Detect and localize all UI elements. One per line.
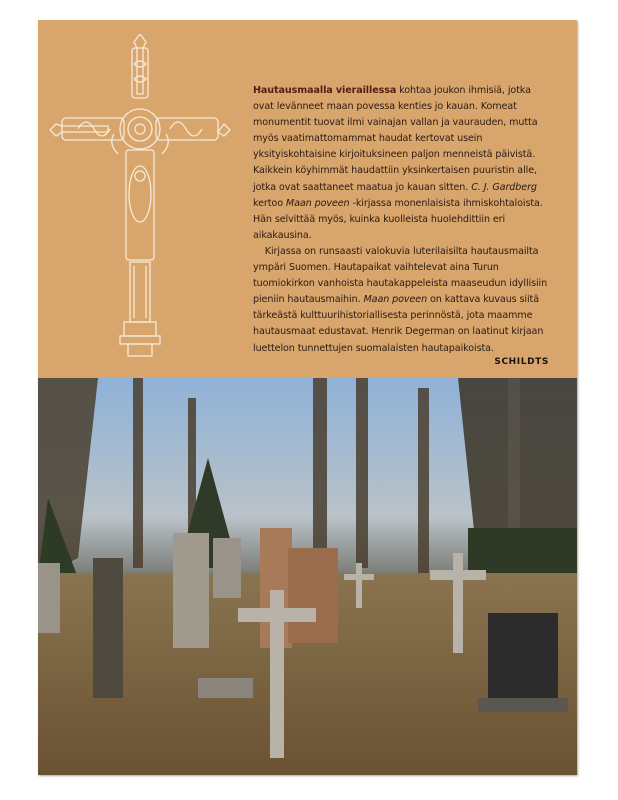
blurb-line: [253, 260, 573, 276]
blurb-line: [253, 99, 573, 115]
blurb-italic-text: C. J. Gardberg: [471, 181, 537, 193]
blurb-line: [253, 83, 573, 99]
blurb-text: kertoo: [253, 197, 286, 209]
blurb-text: Kirjassa on runsaasti valokuvia luterilaisilta hautausmailta: [253, 245, 539, 257]
blurb-italic-text: Maan poveen: [363, 294, 428, 306]
blurb-text: Hän selvittää myös, kuinka kuolleista huolehdittiin eri: [253, 213, 506, 225]
blurb-text: myös vaatimattomammat haudat kertovat usein: [253, 133, 483, 145]
blurb-text: kohtaa joukon ihmisiä, jotka: [396, 85, 531, 96]
blurb-text: monumentit tuovat ilmi vainajan vallan ja vaurauden, mutta: [253, 117, 538, 129]
blurb-text: ympäri Suomen. Hautapaikat vaihtelevat aina Turun: [253, 262, 499, 274]
blurb-line: [253, 163, 573, 179]
blurb-text: ovat levänneet maan povessa kenties jo kauan. Komeat: [253, 101, 517, 113]
blurb-text: tuomiokirkon vanhoista hautakappeleista maaseudun idyllisiin: [253, 278, 548, 290]
blurb-line: [253, 212, 573, 228]
blurb-italic-text: Maan poveen: [285, 197, 350, 209]
blurb-line: [253, 244, 573, 260]
blurb-line: [253, 196, 573, 212]
blurb-text: aikakausina.: [253, 229, 312, 241]
blurb-line: [253, 292, 573, 308]
blurb-line: [253, 147, 573, 163]
back-cover-blurb: [253, 83, 573, 357]
cover-text-panel: [38, 20, 577, 378]
cemetery-photo: [38, 378, 577, 775]
blurb-line: [253, 341, 573, 357]
blurb-text: yksityiskohtaisine kirjoituksineen paljon menneistä päivistä.: [253, 149, 536, 161]
blurb-line: [253, 131, 573, 147]
blurb-line: [253, 276, 573, 292]
blurb-text: -kirjassa monenlaisista ihmiskohtaloista.: [349, 197, 543, 209]
blurb-text: Kaikkein köyhimmät haudattiin yksinkertaisen puuristin alle,: [253, 165, 537, 177]
blurb-line: [253, 324, 573, 340]
book-back-cover: [38, 20, 577, 775]
blurb-line: [253, 115, 573, 131]
blurb-text: hautausmaat edustavat. Henrik Degerman on laatinut kirjaan: [253, 326, 544, 338]
cemetery-photo-image: [38, 378, 577, 775]
blurb-line: [253, 180, 573, 196]
blurb-lead-bold: Hautausmaalla vieraillessa: [253, 85, 397, 96]
blurb-text: jotka ovat saattaneet maatua jo kauan sitten.: [253, 181, 472, 193]
ornamental-cross-illustration: [48, 34, 233, 364]
blurb-line: [253, 228, 573, 244]
blurb-text: on kattava kuvaus siitä: [427, 294, 539, 306]
blurb-line: [253, 308, 573, 324]
publisher-logo: SCHILDTS: [494, 357, 549, 367]
blurb-text: luettelon tunnettujen suomalaisten hautapaikoista.: [253, 342, 494, 354]
blurb-text: tärkeästä kulttuurihistoriallisesta perinnöstä, jota maamme: [253, 310, 533, 322]
blurb-text: pieniin hautausmaihin.: [253, 294, 364, 306]
